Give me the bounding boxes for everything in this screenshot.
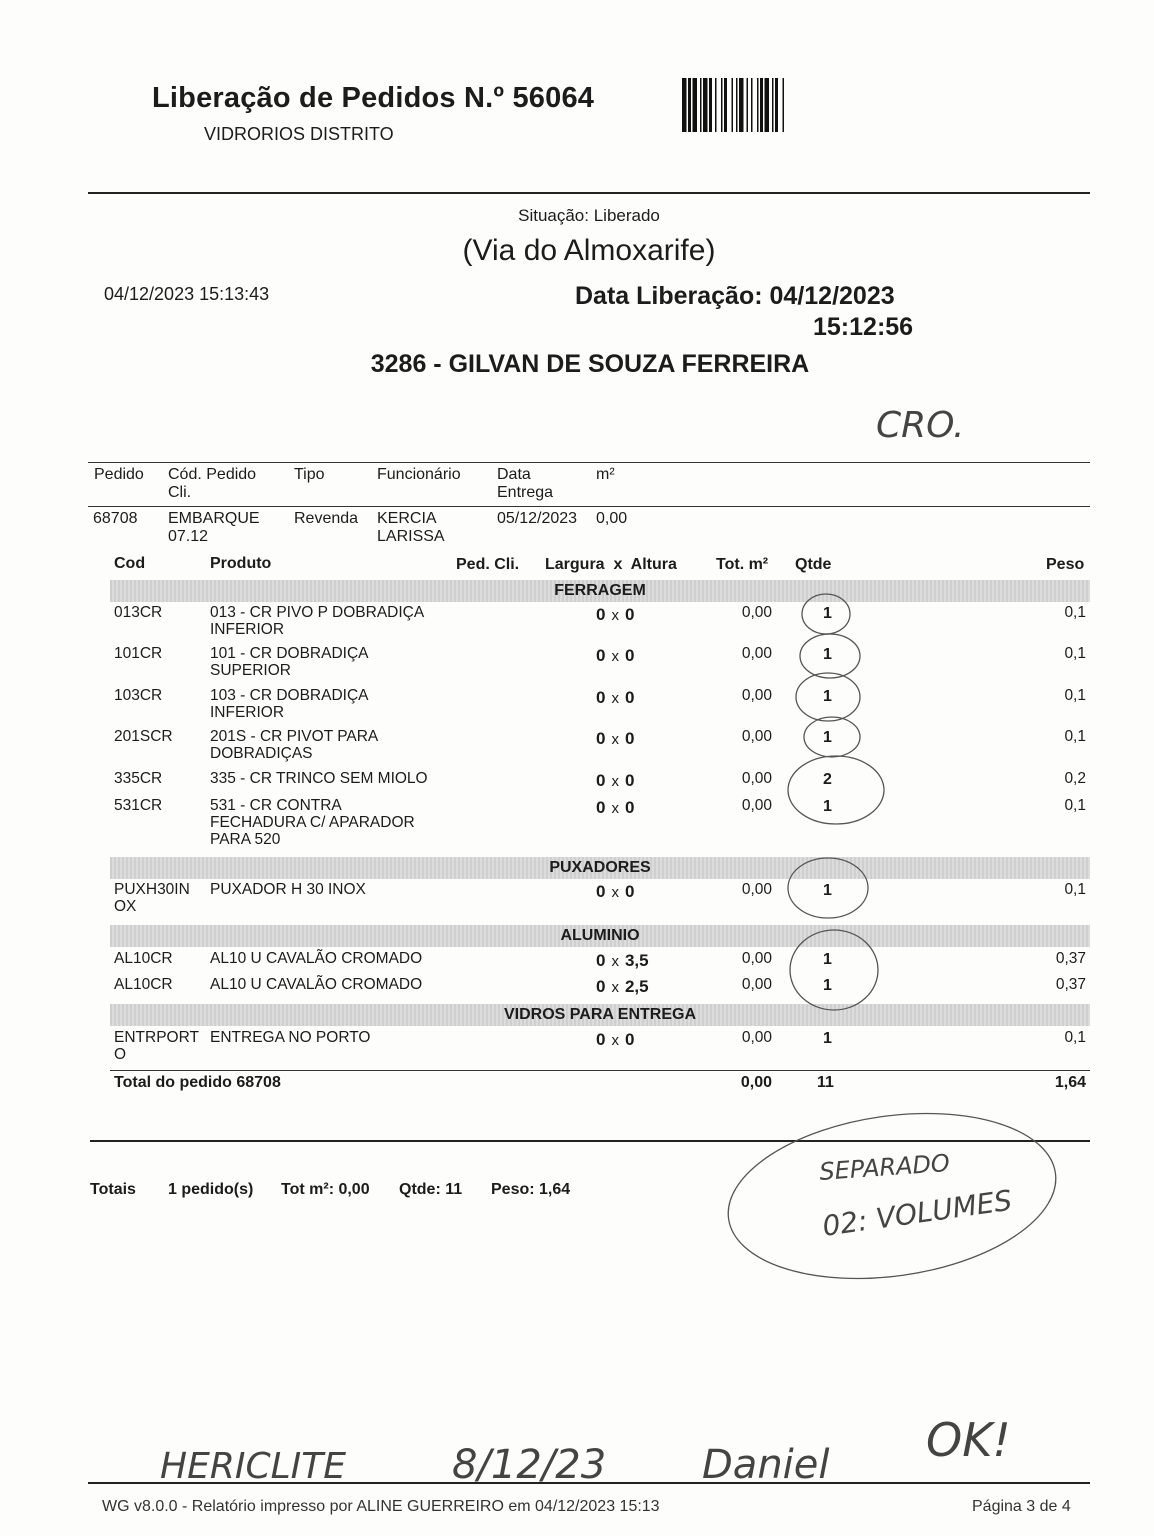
- item-product: PARA 520: [210, 831, 281, 848]
- item-product: INFERIOR: [210, 704, 285, 721]
- barcode-bar: [721, 78, 723, 132]
- item-width: 0: [596, 882, 606, 901]
- item-dimensions: [596, 951, 649, 971]
- barcode-bar: [751, 78, 753, 132]
- divider: [88, 1482, 1090, 1484]
- item-tot-m2: 0,00: [741, 687, 772, 704]
- item-height: 3,5: [624, 951, 649, 970]
- order-total-qtde: 11: [817, 1074, 834, 1091]
- item-code: OX: [114, 898, 137, 915]
- customer-name: 3286 - GILVAN DE SOUZA FERREIRA: [370, 350, 810, 378]
- item-weight: 0,1: [1064, 728, 1086, 745]
- divider: [88, 192, 1090, 194]
- col-cod-pedido-2: Cli.: [168, 484, 192, 501]
- item-code: 013CR: [114, 604, 163, 621]
- item-product: 103 - CR DOBRADIÇA: [210, 687, 369, 704]
- items-col-largura-altura: Largura x Altura: [545, 556, 677, 573]
- item-weight: 0,37: [1055, 976, 1086, 993]
- item-weight: 0,37: [1055, 950, 1086, 967]
- item-dimensions: [596, 729, 634, 749]
- item-tot-m2: 0,00: [741, 604, 772, 621]
- divider: [90, 1140, 1090, 1142]
- totals-orders: 1 pedido(s): [168, 1181, 254, 1198]
- item-product: INFERIOR: [210, 621, 285, 638]
- item-product: PUXADOR H 30 INOX: [210, 881, 366, 898]
- item-product: FECHADURA C/ APARADOR: [210, 814, 415, 831]
- item-code: 103CR: [114, 687, 163, 704]
- barcode-bar: [736, 78, 738, 132]
- item-qty: 1: [823, 729, 832, 746]
- item-code: 531CR: [114, 797, 163, 814]
- item-weight: 0,1: [1064, 645, 1086, 662]
- times-sign: x: [611, 979, 619, 996]
- item-product: 101 - CR DOBRADIÇA: [210, 645, 369, 662]
- item-height: 0: [624, 688, 635, 707]
- status-text: Situação: Liberado: [518, 206, 660, 225]
- totals-label: Totais: [90, 1181, 136, 1198]
- order-delivery-date: 05/12/2023: [497, 510, 578, 527]
- barcode-bar: [732, 78, 734, 132]
- item-width: 0: [596, 771, 606, 790]
- times-sign: x: [611, 773, 619, 790]
- footer-page: Página 3 de 4: [972, 1498, 1071, 1515]
- barcode-bar: [709, 78, 712, 132]
- items-col-cod: Cod: [114, 555, 146, 572]
- barcode-bar: [693, 78, 698, 132]
- item-height: 0: [624, 798, 635, 817]
- release-date: Data Liberação: 04/12/2023: [575, 282, 895, 310]
- item-dimensions: [596, 688, 634, 708]
- items-col-peso: Peso: [1046, 556, 1085, 573]
- item-tot-m2: 0,00: [741, 797, 772, 814]
- item-dimensions: [596, 882, 634, 902]
- item-width: 0: [596, 646, 606, 665]
- item-qty: 1: [823, 977, 832, 994]
- item-height: 0: [624, 1030, 635, 1049]
- barcode-bar: [747, 78, 749, 132]
- item-weight: 0,1: [1064, 797, 1086, 814]
- footer-report: WG v8.0.0 - Relatório impresso por ALINE GUERREIRO em 04/12/2023 15:13: [102, 1498, 660, 1515]
- release-time: 15:12:56: [813, 313, 914, 341]
- totals-qtde: Qtde: 11: [399, 1181, 463, 1198]
- times-sign: x: [611, 607, 619, 624]
- barcode: [682, 78, 862, 132]
- item-height: 0: [624, 882, 635, 901]
- barcode-bar: [724, 78, 727, 132]
- item-weight: 0,2: [1064, 770, 1086, 787]
- barcode-bar: [688, 78, 691, 132]
- divider: [88, 462, 1090, 463]
- item-product: ENTREGA NO PORTO: [210, 1029, 371, 1046]
- item-dimensions: [596, 646, 634, 666]
- copy-label: (Via do Almoxarife): [462, 234, 716, 267]
- order-client-code: EMBARQUE: [168, 510, 260, 527]
- item-dimensions: [596, 1030, 634, 1050]
- item-height: 0: [624, 605, 635, 624]
- item-product: SUPERIOR: [210, 662, 291, 679]
- item-code: ENTRPORT: [114, 1029, 199, 1046]
- item-dimensions: [596, 798, 634, 818]
- item-dimensions: [596, 977, 649, 997]
- item-qty: 1: [823, 882, 832, 899]
- divider: [110, 1070, 1090, 1071]
- item-height: 0: [624, 646, 635, 665]
- item-tot-m2: 0,00: [741, 950, 772, 967]
- items-col-tot-m2: Tot. m²: [716, 556, 769, 573]
- signature-name-2: Daniel: [702, 1442, 830, 1488]
- barcode-bar: [715, 78, 717, 132]
- items-col-produto: Produto: [210, 555, 272, 572]
- note-volumes: 02: VOLUMES: [820, 1183, 1014, 1243]
- times-sign: x: [611, 648, 619, 665]
- barcode-bar: [703, 78, 708, 132]
- barcode-bar: [772, 78, 774, 132]
- signature-name: HERICLITE: [160, 1446, 346, 1487]
- barcode-bar: [682, 78, 687, 132]
- barcode-bar: [783, 78, 785, 132]
- item-tot-m2: 0,00: [741, 976, 772, 993]
- item-tot-m2: 0,00: [741, 881, 772, 898]
- item-qty: 1: [823, 605, 832, 622]
- item-height: 2,5: [624, 977, 649, 996]
- item-qty: 1: [823, 688, 832, 705]
- note-top: CRO.: [876, 405, 965, 446]
- item-weight: 0,1: [1064, 1029, 1086, 1046]
- totals-m2: Tot m²: 0,00: [281, 1181, 370, 1198]
- item-code: AL10CR: [114, 976, 173, 993]
- col-m2: m²: [596, 466, 615, 483]
- barcode-bar: [760, 78, 763, 132]
- item-qty: 1: [823, 798, 832, 815]
- item-width: 0: [596, 688, 606, 707]
- barcode-bar: [739, 78, 744, 132]
- item-product: AL10 U CAVALÃO CROMADO: [210, 976, 423, 993]
- section-header: ALUMINIO: [110, 925, 1090, 947]
- order-number: 68708: [93, 510, 138, 527]
- item-width: 0: [596, 977, 606, 996]
- section-header: PUXADORES: [110, 857, 1090, 879]
- item-height: 0: [624, 771, 635, 790]
- item-tot-m2: 0,00: [741, 770, 772, 787]
- item-weight: 0,1: [1064, 881, 1086, 898]
- item-code: 335CR: [114, 770, 163, 787]
- col-cod-pedido: Cód. Pedido: [168, 466, 257, 483]
- order-total-peso: 1,64: [1054, 1074, 1086, 1091]
- item-product: AL10 U CAVALÃO CROMADO: [210, 950, 423, 967]
- printed-datetime: 04/12/2023 15:13:43: [104, 284, 270, 304]
- times-sign: x: [611, 731, 619, 748]
- note-ok: OK!: [926, 1413, 1011, 1467]
- section-header: VIDROS PARA ENTREGA: [110, 1004, 1090, 1026]
- barcode-bar: [775, 78, 778, 132]
- col-data: Data: [497, 466, 531, 483]
- col-funcionario: Funcionário: [377, 466, 461, 483]
- item-tot-m2: 0,00: [741, 728, 772, 745]
- divider: [88, 506, 1090, 507]
- times-sign: x: [611, 1032, 619, 1049]
- times-sign: x: [611, 953, 619, 970]
- item-code: 201SCR: [114, 728, 173, 745]
- company-name: VIDRORIOS DISTRITO: [204, 124, 394, 144]
- col-data-2: Entrega: [497, 484, 554, 501]
- item-product: 335 - CR TRINCO SEM MIOLO: [210, 770, 428, 787]
- item-code: O: [114, 1046, 127, 1063]
- item-width: 0: [596, 605, 606, 624]
- signature-date: 8/12/23: [452, 1442, 607, 1488]
- item-weight: 0,1: [1064, 604, 1086, 621]
- note-separado: SEPARADO: [818, 1148, 951, 1186]
- times-sign: x: [611, 690, 619, 707]
- order-total-m2: 0,00: [740, 1074, 772, 1091]
- barcode-bar: [765, 78, 770, 132]
- item-code: AL10CR: [114, 950, 173, 967]
- totals-peso: Peso: 1,64: [491, 1181, 571, 1198]
- section-header: FERRAGEM: [110, 580, 1090, 602]
- item-product: 531 - CR CONTRA: [210, 797, 342, 814]
- barcode-bar: [757, 78, 759, 132]
- item-code: PUXH30IN: [114, 881, 190, 898]
- item-product: DOBRADIÇAS: [210, 745, 313, 762]
- items-col-qtde: Qtde: [795, 556, 832, 573]
- item-product: 201S - CR PIVOT PARA: [210, 728, 379, 745]
- item-weight: 0,1: [1064, 687, 1086, 704]
- item-dimensions: [596, 605, 634, 625]
- order-m2: 0,00: [596, 510, 628, 527]
- order-client-code-2: 07.12: [168, 528, 209, 545]
- item-qty: 2: [823, 771, 832, 788]
- item-dimensions: [596, 771, 634, 791]
- col-pedido: Pedido: [94, 466, 144, 483]
- item-width: 0: [596, 798, 606, 817]
- item-width: 0: [596, 951, 606, 970]
- order-total-label: Total do pedido 68708: [114, 1074, 281, 1091]
- barcode-bar: [700, 78, 702, 132]
- item-width: 0: [596, 729, 606, 748]
- item-qty: 1: [823, 1030, 832, 1047]
- item-height: 0: [624, 729, 635, 748]
- order-employee-2: LARISSA: [377, 528, 445, 545]
- item-tot-m2: 0,00: [741, 1029, 772, 1046]
- items-col-ped-cli: Ped. Cli.: [456, 556, 520, 573]
- item-tot-m2: 0,00: [741, 645, 772, 662]
- item-product: 013 - CR PIVO P DOBRADIÇA: [210, 604, 425, 621]
- item-qty: 1: [823, 951, 832, 968]
- col-tipo: Tipo: [294, 466, 325, 483]
- order-employee: KERCIA: [377, 510, 437, 527]
- item-width: 0: [596, 1030, 606, 1049]
- times-sign: x: [611, 884, 619, 901]
- document-title: Liberação de Pedidos N.º 56064: [152, 82, 595, 114]
- item-code: 101CR: [114, 645, 163, 662]
- item-qty: 1: [823, 646, 832, 663]
- order-type: Revenda: [294, 510, 359, 527]
- times-sign: x: [611, 800, 619, 817]
